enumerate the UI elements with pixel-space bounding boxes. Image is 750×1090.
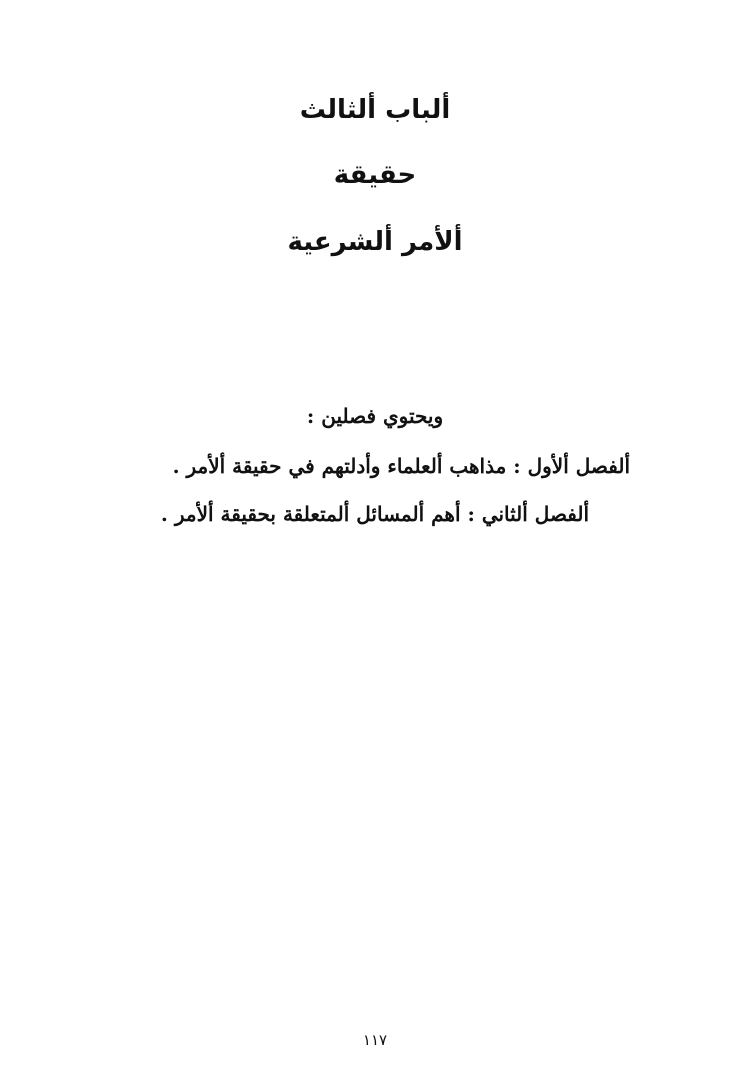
subject-title-line-2: ألأمر ألشرعية: [287, 227, 463, 257]
chapter-1-entry: ألفصل ألأول : مذاهب ألعلماء وأدلتهم في حقيقة ألأمر .: [172, 454, 630, 478]
contents-intro: ويحتوي فصلين :: [306, 404, 444, 428]
part-title: ألباب ألثالث: [299, 95, 451, 125]
subject-title-line-1: حقيقة: [333, 160, 417, 190]
page-number: ١١٧: [362, 1031, 388, 1049]
chapter-2-entry: ألفصل ألثاني : أهم ألمسائل ألمتعلقة بحقيقة ألأمر .: [160, 502, 590, 526]
